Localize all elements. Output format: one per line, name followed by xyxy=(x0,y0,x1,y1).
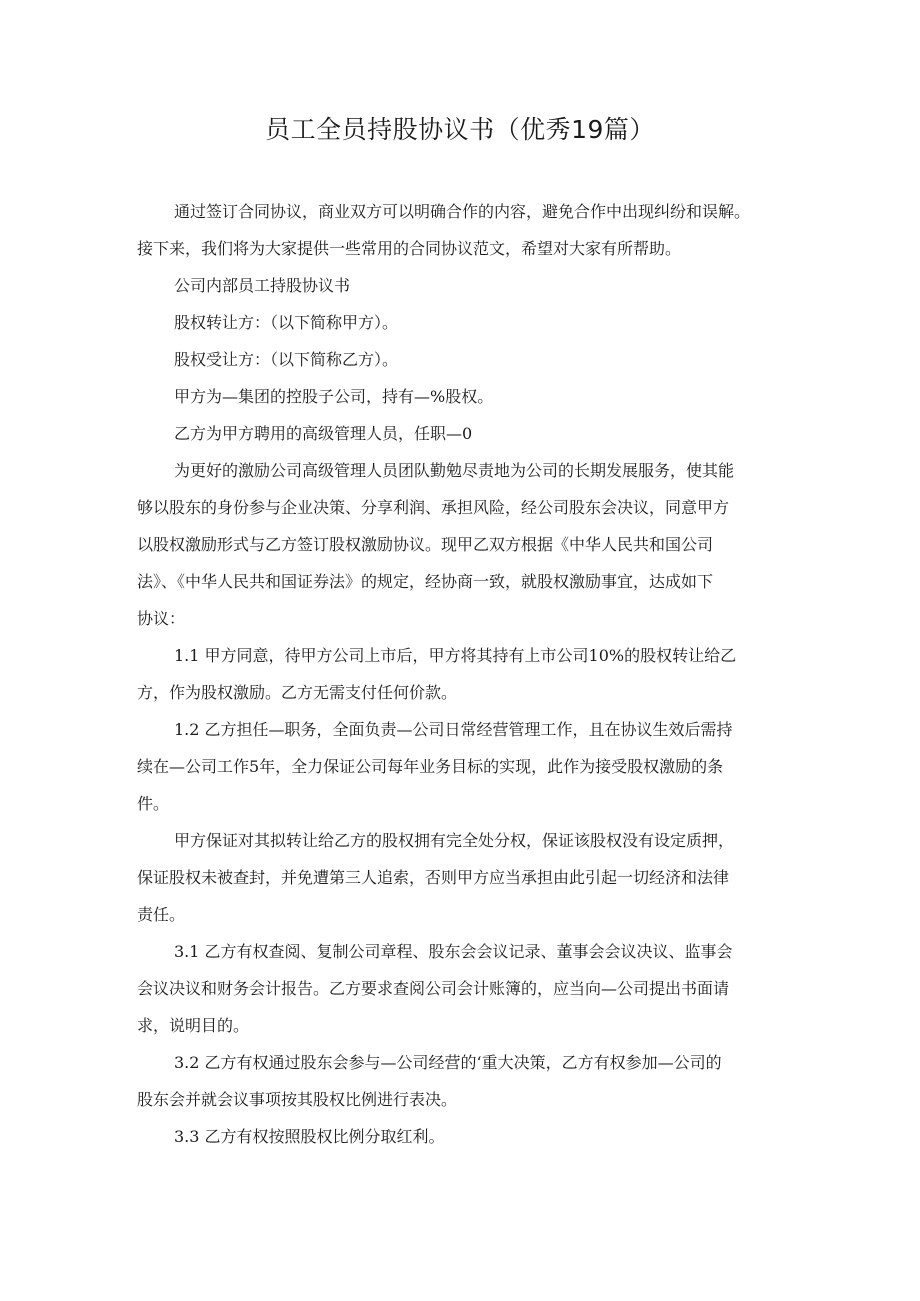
paragraph-line: 够以股东的身份参与企业决策、分享利润、承担风险，经公司股东会决议，同意甲方 xyxy=(137,498,730,517)
paragraph-line: 股权受让方：（以下简称乙方）。 xyxy=(174,350,399,369)
clause-line: 3.1 乙方有权查阅、复制公司章程、股东会会议记录、董事会会议决议、监事会 xyxy=(174,942,733,961)
paragraph-line: 甲方保证对其拟转让给乙方的股权拥有完全处分权，保证该股权没有设定质押， xyxy=(174,831,735,850)
clause-line: 股东会并就会议事项按其股权比例进行表决。 xyxy=(137,1090,458,1109)
clause-line: 求，说明目的。 xyxy=(137,1016,250,1035)
document-title: 员工全员持股协议书（优秀19篇） xyxy=(265,115,655,144)
section-heading: 公司内部员工持股协议书 xyxy=(174,276,351,295)
clause-line: 会议决议和财务会计报告。乙方要求查阅公司会计账簿的，应当向—公司提出书面请 xyxy=(137,979,730,998)
clause-line: 3.3 乙方有权按照股权比例分取红利。 xyxy=(174,1127,445,1146)
paragraph-line: 以股权激励形式与乙方签订股权激励协议。现甲乙双方根据《中华人民共和国公司 xyxy=(137,535,714,554)
clause-line: 方，作为股权激励。乙方无需支付任何价款。 xyxy=(137,683,458,702)
paragraph-line: 法》、《中华人民共和国证券法》的规定，经协商一致，就股权激励事宜，达成如下 xyxy=(137,572,714,591)
clause-line: 续在—公司工作5年，全力保证公司每年业务目标的实现，此作为接受股权激励的条 xyxy=(137,757,724,776)
clause-line: 3.2 乙方有权通过股东会参与—公司经营的‘重大决策，乙方有权参加—公司的 xyxy=(174,1053,722,1072)
clause-line: 1.2 乙方担任—职务，全面负责—公司日常经营管理工作，且在协议生效后需持 xyxy=(174,720,733,739)
paragraph-line: 接下来，我们将为大家提供一些常用的合同协议范文，希望对大家有所帮助。 xyxy=(137,239,682,258)
paragraph-line: 责任。 xyxy=(137,905,186,924)
paragraph-line: 甲方为—集团的控股子公司，持有—%股权。 xyxy=(174,387,494,406)
paragraph-line: 保证股权未被查封，并免遭第三人追索，否则甲方应当承担由此引起一切经济和法律 xyxy=(137,868,730,887)
clause-line: 1.1 甲方同意，待甲方公司上市后，甲方将其持有上市公司10%的股权转让给乙 xyxy=(174,646,737,665)
clause-line: 件。 xyxy=(137,794,170,813)
paragraph-line: 为更好的激励公司高级管理人员团队勤勉尽责地为公司的长期发展服务，使其能 xyxy=(174,461,735,480)
document-body xyxy=(137,193,797,1155)
paragraph-line: 股权转让方：（以下简称甲方）。 xyxy=(174,313,399,332)
paragraph-line: 通过签订合同协议，商业双方可以明确合作的内容，避免合作中出现纠纷和误解。 xyxy=(174,202,751,221)
paragraph-line: 乙方为甲方聘用的高级管理人员，任职—0 xyxy=(174,424,473,443)
paragraph-line: 协议： xyxy=(137,609,186,628)
